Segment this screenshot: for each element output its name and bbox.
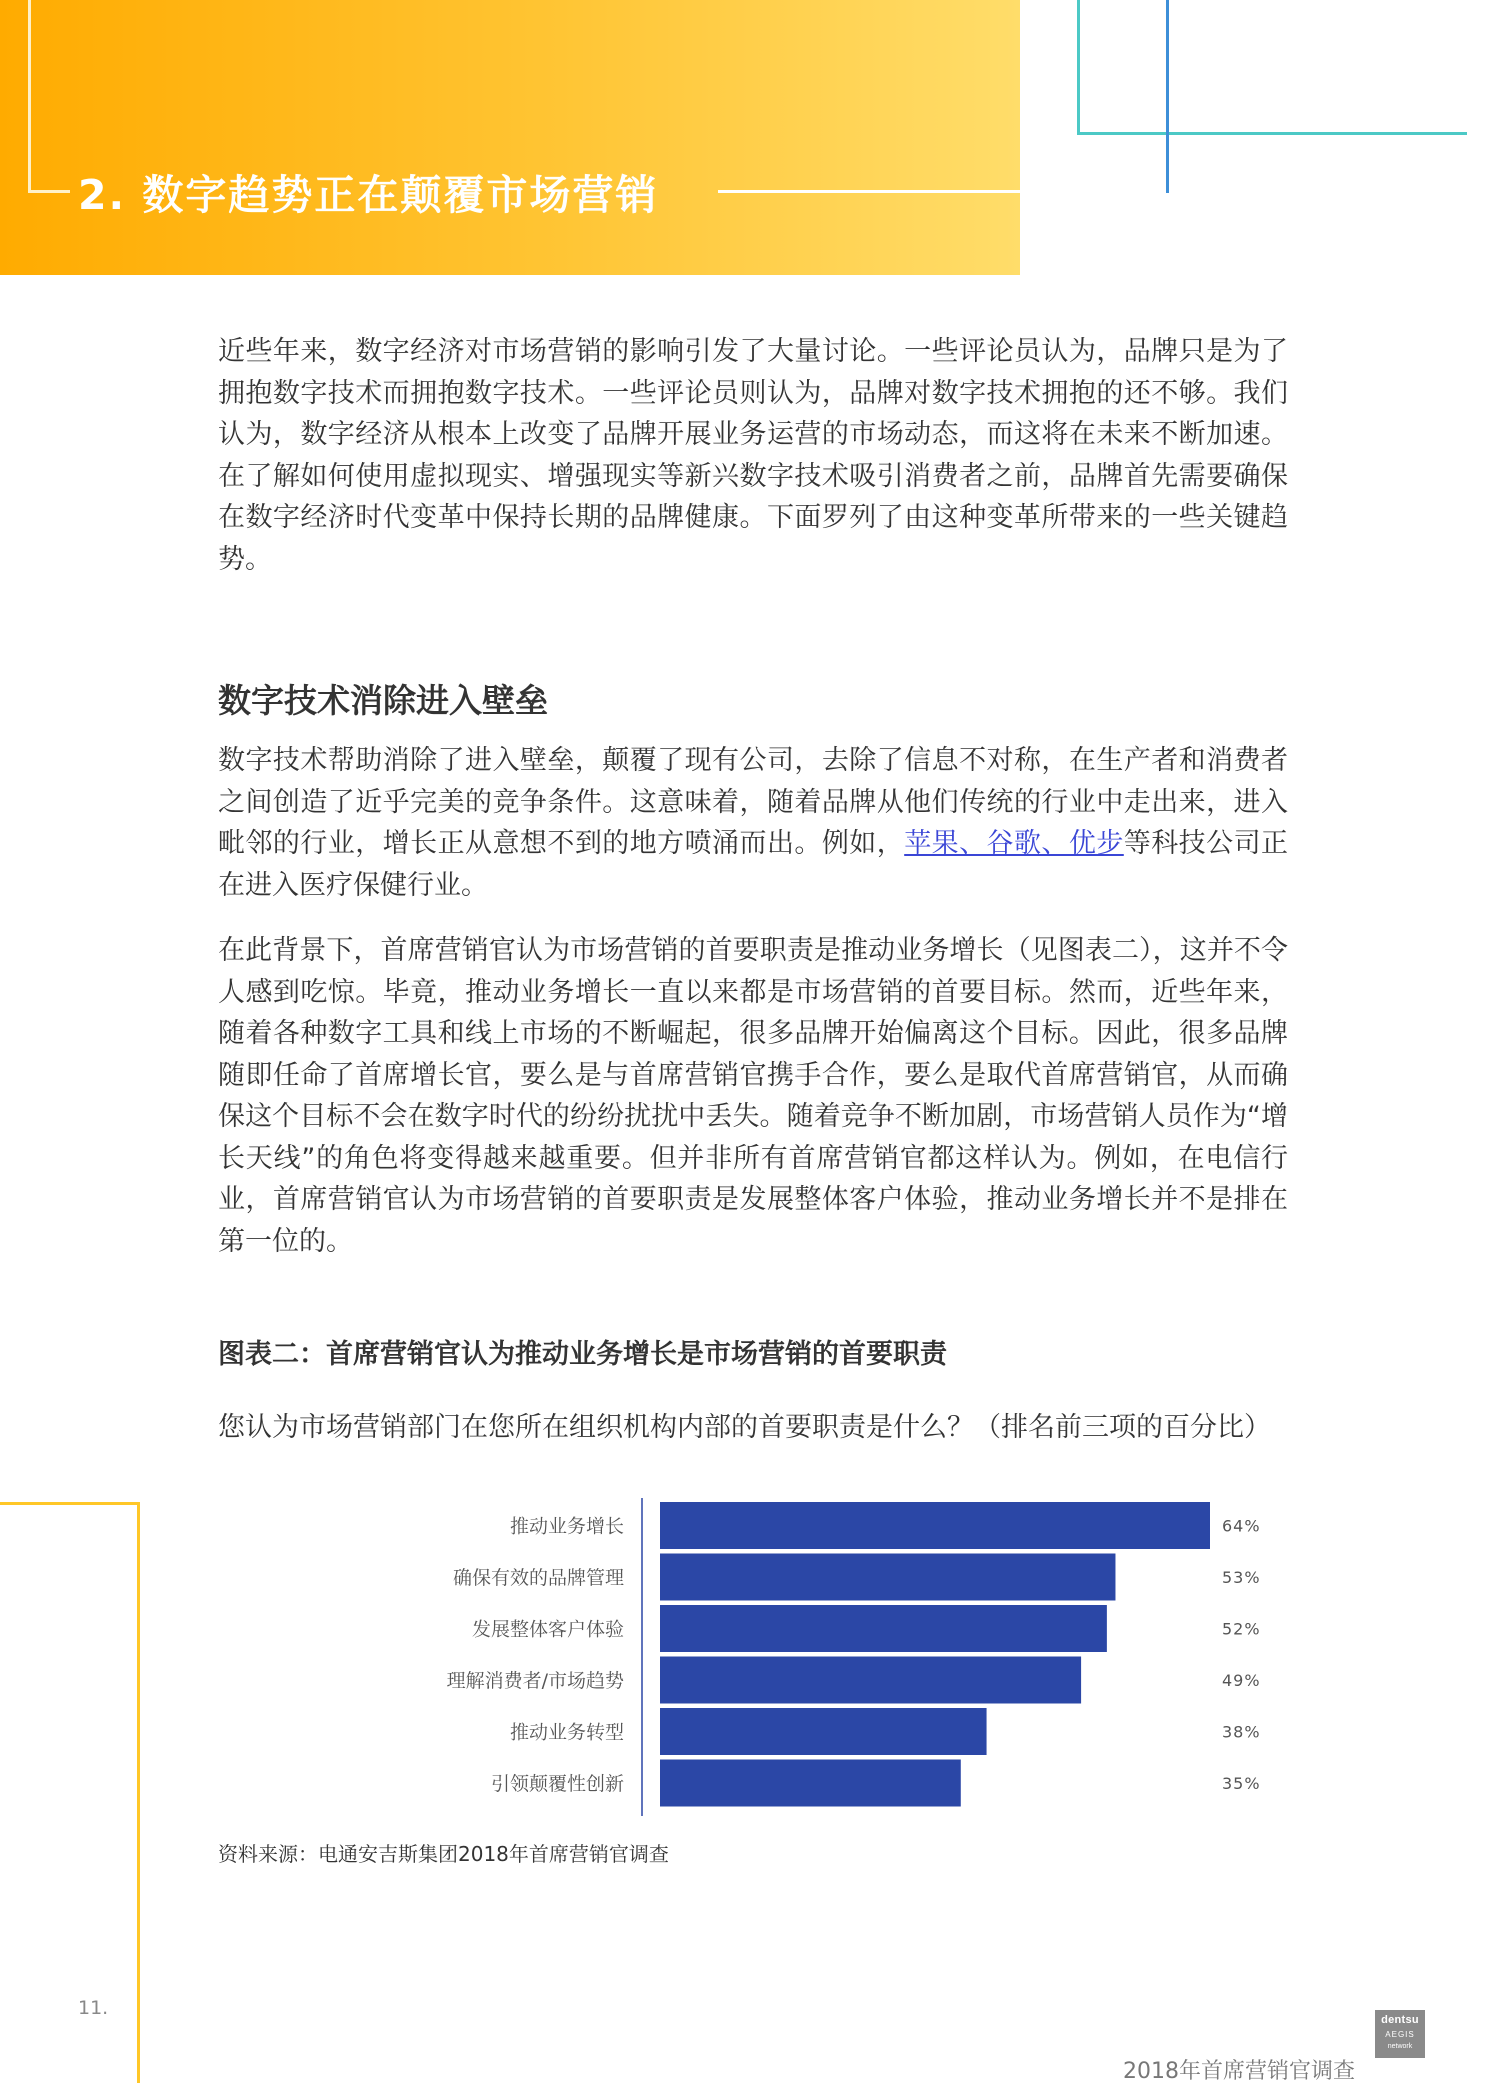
source-note: 资料来源：电通安吉斯集团2018年首席营销官调查 xyxy=(218,1842,669,1866)
decorative-blue-line xyxy=(1166,0,1169,193)
category-label: 理解消费者/市场趋势 xyxy=(446,1670,624,1692)
category-label: 确保有效的品牌管理 xyxy=(452,1567,624,1589)
value-label: 38% xyxy=(1222,1722,1261,1742)
paragraph-text: 数字技术帮助消除了进入壁垒，颠覆了现有公司，去除了信息不对称，在生产者和消费者之间创造了近乎完美的竞争条件。这意味着，随着品牌从他们传统的行业中走出来，进入毗邻的行业，增长正从意想不到的地方喷涌而出。例如， xyxy=(218,745,1288,859)
value-label: 35% xyxy=(1222,1774,1261,1793)
category-label: 引领颠覆性创新 xyxy=(490,1773,624,1795)
intro-paragraph: 近些年来，数字经济对市场营销的影响引发了大量讨论。一些评论员认为，品牌只是为了拥抱数字技术而拥抱数字技术。一些评论员则认为，品牌对数字技术拥抱的还不够。我们认为，数字经济从根本上改变了品牌开展业务运营的市场动态，而这将在未来不断加速。在了解如何使用虚拟现实、增强现实等新兴数字技术吸引消费者之前，品牌首先需要确保在数字经济时代变革中保持长期的品牌健康。下面罗列了由这种变革所带来的一些关键趋势。 xyxy=(218,336,1288,575)
title-underline xyxy=(718,190,1168,193)
decorative-teal-line xyxy=(1077,132,1467,135)
company-examples-link[interactable]: 苹果、谷歌、优步 xyxy=(904,828,1124,859)
page-number: 11. xyxy=(78,1997,109,2019)
value-label: 49% xyxy=(1222,1671,1261,1690)
section-paragraph-2: 在此背景下，首席营销官认为市场营销的首要职责是推动业务增长（见图表二），这并不令人感到吃惊。毕竟，推动业务增长一直以来都是市场营销的首要目标。然而，近些年来，随着各种数字工具和线上市场的不断崛起，很多品牌开始偏离这个目标。因此，很多品牌随即任命了首席增长官，要么是与首席营销官携手合作，要么是取代首席营销官，从而确保这个目标不会在数字时代的纷纷扰扰中丢失。随着竞争不断加剧，市场营销人员作为“增长天线”的角色将变得越来越重要。但并非所有首席营销官都这样认为。例如，在电信行业，首席营销官认为市场营销的首要职责是发展整体客户体验，推动业务增长并不是排在第一位的。 xyxy=(218,935,1288,1257)
section-heading: 数字技术消除进入壁垒 xyxy=(218,681,548,720)
page-title: 2. 数字趋势正在颠覆市场营销 xyxy=(78,171,659,219)
chart-bar xyxy=(660,1502,1210,1549)
value-label: 52% xyxy=(1222,1619,1261,1639)
value-label: 53% xyxy=(1222,1568,1261,1587)
survey-question: 您认为市场营销部门在您所在组织机构内部的首要职责是什么？（排名前三项的百分比） xyxy=(218,1412,1271,1443)
decorative-teal-line xyxy=(1077,0,1080,135)
category-label: 推动业务增长 xyxy=(509,1515,624,1538)
category-label: 推动业务转型 xyxy=(509,1721,624,1744)
section-paragraph-1 xyxy=(218,740,1288,906)
banner-frame-line xyxy=(28,0,31,190)
chart-bar xyxy=(660,1554,1115,1601)
decorative-yellow-line xyxy=(137,1502,140,2083)
figure-title: 图表二：首席营销官认为推动业务增长是市场营销的首要职责 xyxy=(218,1339,947,1370)
category-label: 发展整体客户体验 xyxy=(471,1618,624,1641)
decorative-yellow-line xyxy=(0,1502,140,1505)
chart-bar xyxy=(660,1657,1081,1704)
chart-bar xyxy=(660,1708,987,1755)
footer-title: 2018年首席营销官调查 xyxy=(1123,2059,1355,2084)
paragraph-text: 等科技公司正在进入医疗保健行业。 xyxy=(218,828,1289,901)
chart-bar xyxy=(660,1760,961,1807)
dentsu-aegis-logo: dentsu AEGIS network xyxy=(1375,2010,1425,2058)
value-label: 64% xyxy=(1222,1516,1261,1536)
bar-chart xyxy=(400,1490,1300,1820)
header-banner xyxy=(0,0,1020,275)
chart-bar xyxy=(660,1605,1107,1652)
banner-frame-line xyxy=(28,190,70,193)
